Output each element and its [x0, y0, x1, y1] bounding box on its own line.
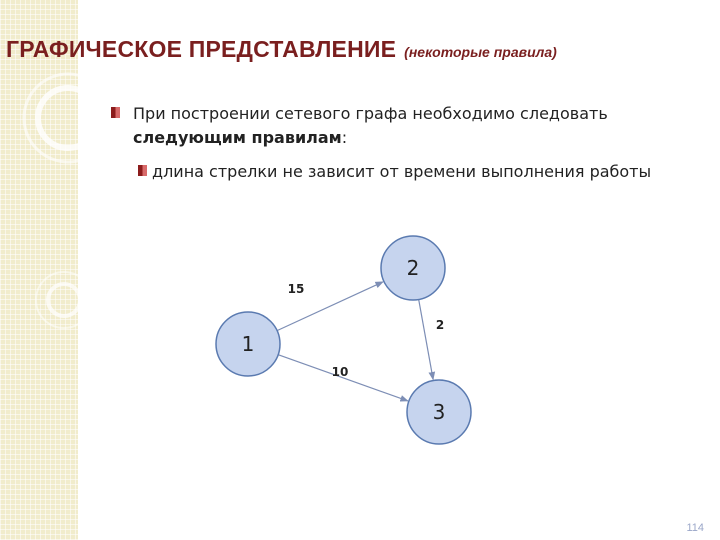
title-main: ГРАФИЧЕСКОЕ ПРЕДСТАВЛЕНИЕ: [6, 36, 397, 62]
rule-intro-bold: следующим правилам: [133, 128, 342, 147]
title-subtitle: (некоторые правила): [404, 44, 557, 60]
edge-2-3: [419, 299, 433, 379]
node-label-2: 2: [406, 256, 420, 280]
rule-1: длина стрелки не зависит от времени выполнения работы: [152, 162, 652, 181]
node-label-3: 3: [432, 400, 446, 424]
rule-intro-tail: :: [341, 128, 348, 147]
edge-weight-1-2: 15: [287, 282, 305, 296]
node-label-1: 1: [241, 332, 255, 356]
edge-weight-1-3: 10: [331, 365, 349, 379]
page-number: 114: [686, 522, 704, 534]
edge-weight-2-3: 2: [435, 318, 445, 332]
rule-intro-line1: При построении сетевого графа необходимо следовать: [133, 104, 608, 123]
